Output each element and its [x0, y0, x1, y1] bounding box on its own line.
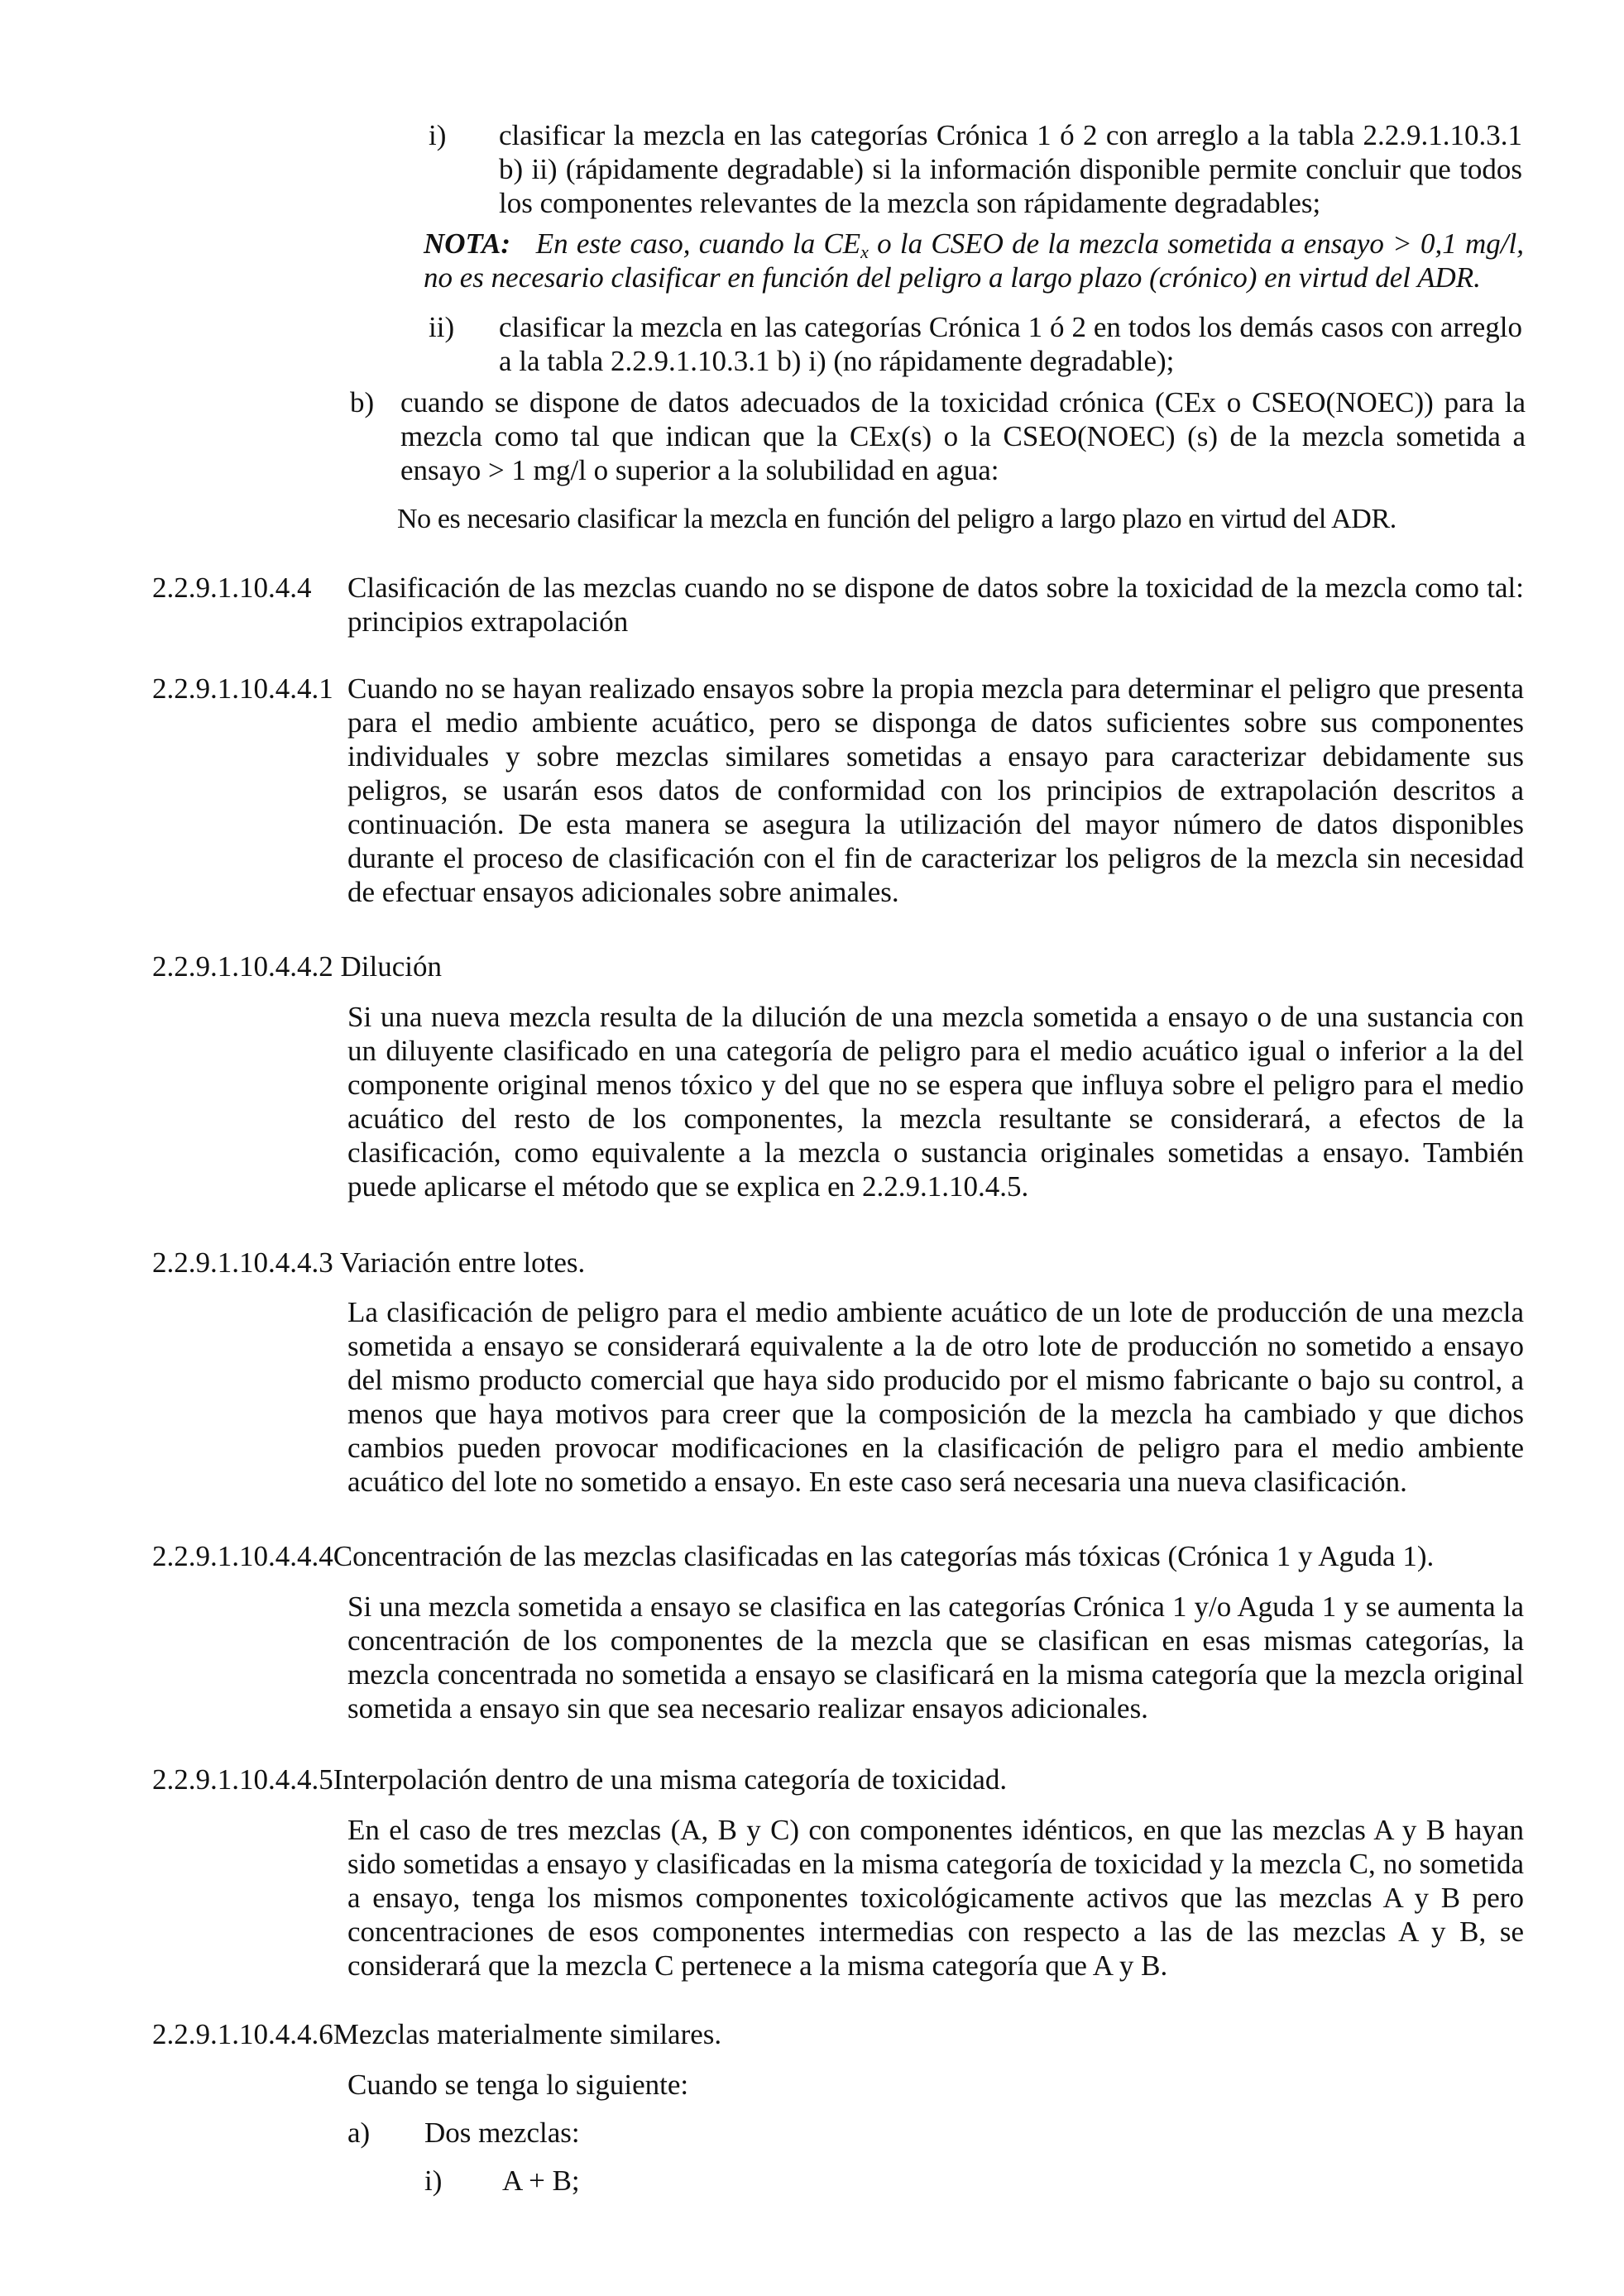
- list-item-b-result: No es necesario clasificar la mezcla en función del peligro a largo plazo en virtud del ADR.: [397, 504, 1396, 534]
- section-title-4-4-3: Variación entre lotes.: [339, 1246, 586, 1279]
- list-item-a-text: Dos mezclas:: [424, 2117, 580, 2149]
- section-number-4-4-2: 2.2.9.1.10.4.4.2: [152, 950, 333, 983]
- list-label-ii: ii): [429, 311, 455, 343]
- section-number-4-4: 2.2.9.1.10.4.4: [152, 572, 312, 604]
- section-number-4-4-4: 2.2.9.1.10.4.4.4: [152, 1540, 333, 1572]
- list-item-a-i-text: A + B;: [502, 2164, 580, 2197]
- nota-text-part-b: o la CSEO de la mezcla sometida a ensayo > 0,1 mg/l, no es necesario clasificar en función del peligro a largo plazo (crónico) en virtud del ADR.: [424, 227, 1524, 294]
- section-number-4-4-6: 2.2.9.1.10.4.4.6: [152, 2018, 333, 2050]
- section-text-4-4-5: En el caso de tres mezclas (A, B y C) con componentes idénticos, en que las mezclas A y B hayan sido sometidas a ensayo y clasificadas en la misma categoría de toxicidad y la mezcla C, no sometida a ensayo, tenga los mismos componentes toxicológicamente activos que las mezclas A y B pero concentraciones de esos componentes intermedias con respecto a las de las mezclas A y B, se considerará que la mezcla C pertenece a la misma categoría que A y B.: [347, 1814, 1524, 1982]
- nota-text-part-a: En este caso, cuando la CE: [535, 227, 861, 260]
- section-heading-4-4-6: [152, 2017, 721, 2051]
- section-heading-4-4-3: [152, 1246, 585, 1280]
- list-label-i: i): [429, 119, 447, 151]
- section-title-4-4-5: Interpolación dentro de una misma categoría de toxicidad.: [333, 1763, 1008, 1796]
- section-title-4-4-4: Concentración de las mezclas clasificadas en las categorías más tóxicas (Crónica 1 y Aguda 1).: [333, 1540, 1435, 1572]
- section-number-4-4-5: 2.2.9.1.10.4.4.5: [152, 1763, 333, 1796]
- nota-text: [424, 227, 1524, 294]
- section-text-4-4-1: Cuando no se hayan realizado ensayos sobre la propia mezcla para determinar el peligro que presenta para el medio ambiente acuático, pero se disponga de datos suficientes sobre sus componentes individuales y sobre mezclas similares sometidas a ensayo para caracterizar debidamente sus peligros, se usarán esos datos de conformidad con los principios de extrapolación descritos a continuación. De esta manera se asegura la utilización del mayor número de datos disponibles durante el proceso de clasificación con el fin de caracterizar los peligros de la mezcla sin necesidad de efectuar ensayos adicionales sobre animales.: [347, 672, 1524, 908]
- section-title-4-4-2: Dilución: [340, 950, 442, 983]
- section-lead-4-4-6: Cuando se tenga lo siguiente:: [347, 2069, 689, 2101]
- section-heading-4-4-5: [152, 1763, 1007, 1796]
- section-text-4-4-2: Si una nueva mezcla resulta de la dilución de una mezcla sometida a ensayo o de una sustancia con un diluyente clasificado en una categoría de peligro para el medio acuático igual o inferior a la del componente original menos tóxico y del que no se espera que influya sobre el peligro para el medio acuático del resto de los componentes, la mezcla resultante se considerará, a efectos de la clasificación, como equivalente a la mezcla o sustancia originales sometidas a ensayo. También puede aplicarse el método que se explica en 2.2.9.1.10.4.5.: [347, 1001, 1524, 1203]
- section-heading-4-4-2: [152, 949, 442, 983]
- list-item-i-text: clasificar la mezcla en las categorías Crónica 1 ó 2 con arreglo a la tabla 2.2.9.1.10.3.1 b) ii) (rápidamente degradable) si la información disponible permite concluir que todos los componentes relevantes de la mezcla son rápidamente degradables;: [499, 119, 1522, 219]
- section-title-4-4: Clasificación de las mezclas cuando no se dispone de datos sobre la toxicidad de la mezcla como tal: principios extrapolación: [347, 572, 1524, 638]
- nota-subscript: x: [860, 242, 869, 262]
- nota-label: NOTA:: [424, 227, 510, 260]
- section-number-4-4-1: 2.2.9.1.10.4.4.1: [152, 672, 333, 705]
- list-label-a: a): [347, 2117, 371, 2149]
- list-label-a-i: i): [424, 2164, 443, 2197]
- section-text-4-4-4: Si una mezcla sometida a ensayo se clasifica en las categorías Crónica 1 y/o Aguda 1 y se aumenta la concentración de los componentes de la mezcla que se clasifican en esas mismas categorías, la mezcla concentrada no sometida a ensayo se clasificará en la misma categoría que la mezcla original sometida a ensayo sin que sea necesario realizar ensayos adicionales.: [347, 1590, 1524, 1724]
- section-title-4-4-6: Mezclas materialmente similares.: [333, 2018, 722, 2050]
- section-number-4-4-3: 2.2.9.1.10.4.4.3: [152, 1246, 333, 1279]
- nota-paragraph: [424, 227, 1524, 294]
- section-heading-4-4-4: [152, 1539, 1434, 1573]
- list-item-b-text: cuando se dispone de datos adecuados de la toxicidad crónica (CEx o CSEO(NOEC)) para la mezcla como tal que indican que la CEx(s) o la CSEO(NOEC) (s) de la mezcla sometida a ensayo > 1 mg/l o superior a la solubilidad en agua:: [400, 386, 1526, 486]
- section-text-4-4-3: La clasificación de peligro para el medio ambiente acuático de un lote de producción de una mezcla sometida a ensayo se considerará equivalente a la de otro lote de producción no sometido a ensayo del mismo producto comercial que haya sido producido por el mismo fabricante o bajo su control, a menos que haya motivos para creer que la composición de la mezcla ha cambiado y que dichos cambios pueden provocar modificaciones en la clasificación de peligro para el medio ambiente acuático del lote no sometido a ensayo. En este caso será necesaria una nueva clasificación.: [347, 1296, 1524, 1498]
- list-item-ii-text: clasificar la mezcla en las categorías Crónica 1 ó 2 en todos los demás casos con arreglo a la tabla 2.2.9.1.10.3.1 b) i) (no rápidamente degradable);: [499, 311, 1522, 377]
- list-label-b: b): [350, 386, 375, 419]
